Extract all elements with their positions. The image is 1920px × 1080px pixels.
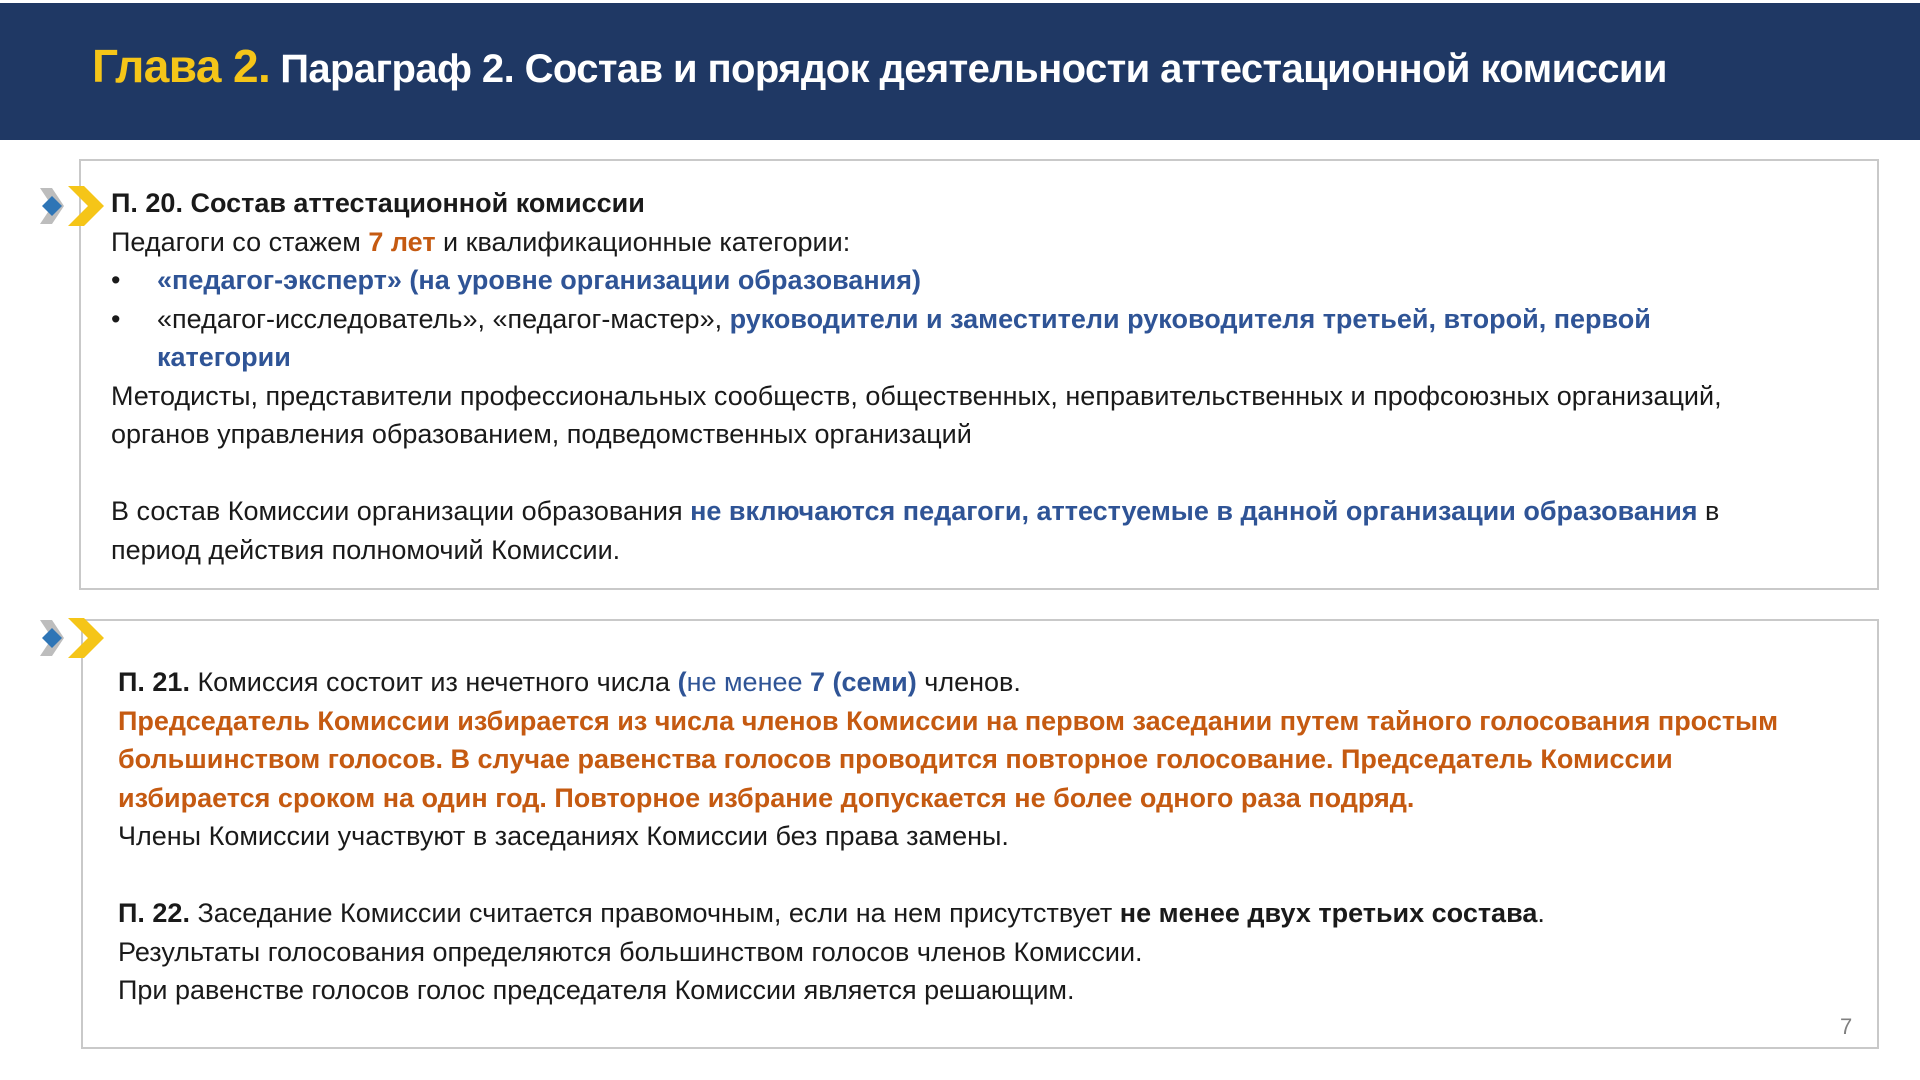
methodists-line-2: органов управления образованием, подведомственных организаций: [111, 419, 972, 449]
experience-years: 7 лет: [368, 226, 436, 257]
list-item: • «педагог-исследователь», «педагог-мастер», руководители и заместители руководителя третьей, второй, первой: [111, 303, 1651, 334]
paragraph-title: Параграф 2. Состав и порядок деятельности аттестационной комиссии: [280, 47, 1667, 91]
section-21-22-text: [118, 663, 1778, 1010]
p21-line: П. 21. Комиссия состоит из нечетного числа (не менее 7 (семи) членов.: [118, 667, 1021, 697]
list-item-continuation: категории: [157, 342, 291, 372]
header-bar: [0, 0, 1920, 140]
chair-line-2: большинством голосов. В случае равенства голосов проводится повторное голосование. Председатель Комиссии: [118, 744, 1673, 774]
experience-line: Педагоги со стажем 7 лет и квалификационные категории:: [111, 226, 851, 257]
list-item: • «педагог-эксперт» (на уровне организации образования): [111, 265, 921, 295]
tie-line: При равенстве голосов голос председателя Комиссии является решающим.: [118, 975, 1075, 1005]
p22-line: П. 22. Заседание Комиссии считается правомочным, если на нем присутствует не менее двух третьих состава.: [118, 898, 1545, 928]
chair-line-3: избирается сроком на один год. Повторное избрание допускается не более одного раза подряд.: [118, 782, 1415, 813]
page-number: 7: [1840, 1014, 1853, 1039]
members-line: Члены Комиссии участвуют в заседаниях Комиссии без права замены.: [118, 821, 1009, 851]
chevron-diamond-icon: [38, 182, 108, 230]
chapter-label: Глава 2.: [92, 40, 271, 92]
chevron-diamond-icon: [38, 614, 108, 662]
page-title: [92, 39, 1667, 93]
exclusion-line-1: В состав Комиссии организации образования не включаются педагоги, аттестуемые в данной организации образования в: [111, 496, 1720, 526]
section-20-heading: П. 20. Состав аттестационной комиссии: [111, 188, 645, 218]
section-20-text: [111, 184, 1722, 569]
methodists-line-1: Методисты, представители профессиональных сообществ, общественных, неправительственных и профсоюзных организаций,: [111, 380, 1722, 411]
exclusion-line-2: период действия полномочий Комиссии.: [111, 534, 621, 565]
chair-line-1: Председатель Комиссии избирается из числа членов Комиссии на первом заседании путем тайного голосования простым: [118, 705, 1779, 736]
results-line: Результаты голосования определяются большинством голосов членов Комиссии.: [118, 936, 1143, 967]
